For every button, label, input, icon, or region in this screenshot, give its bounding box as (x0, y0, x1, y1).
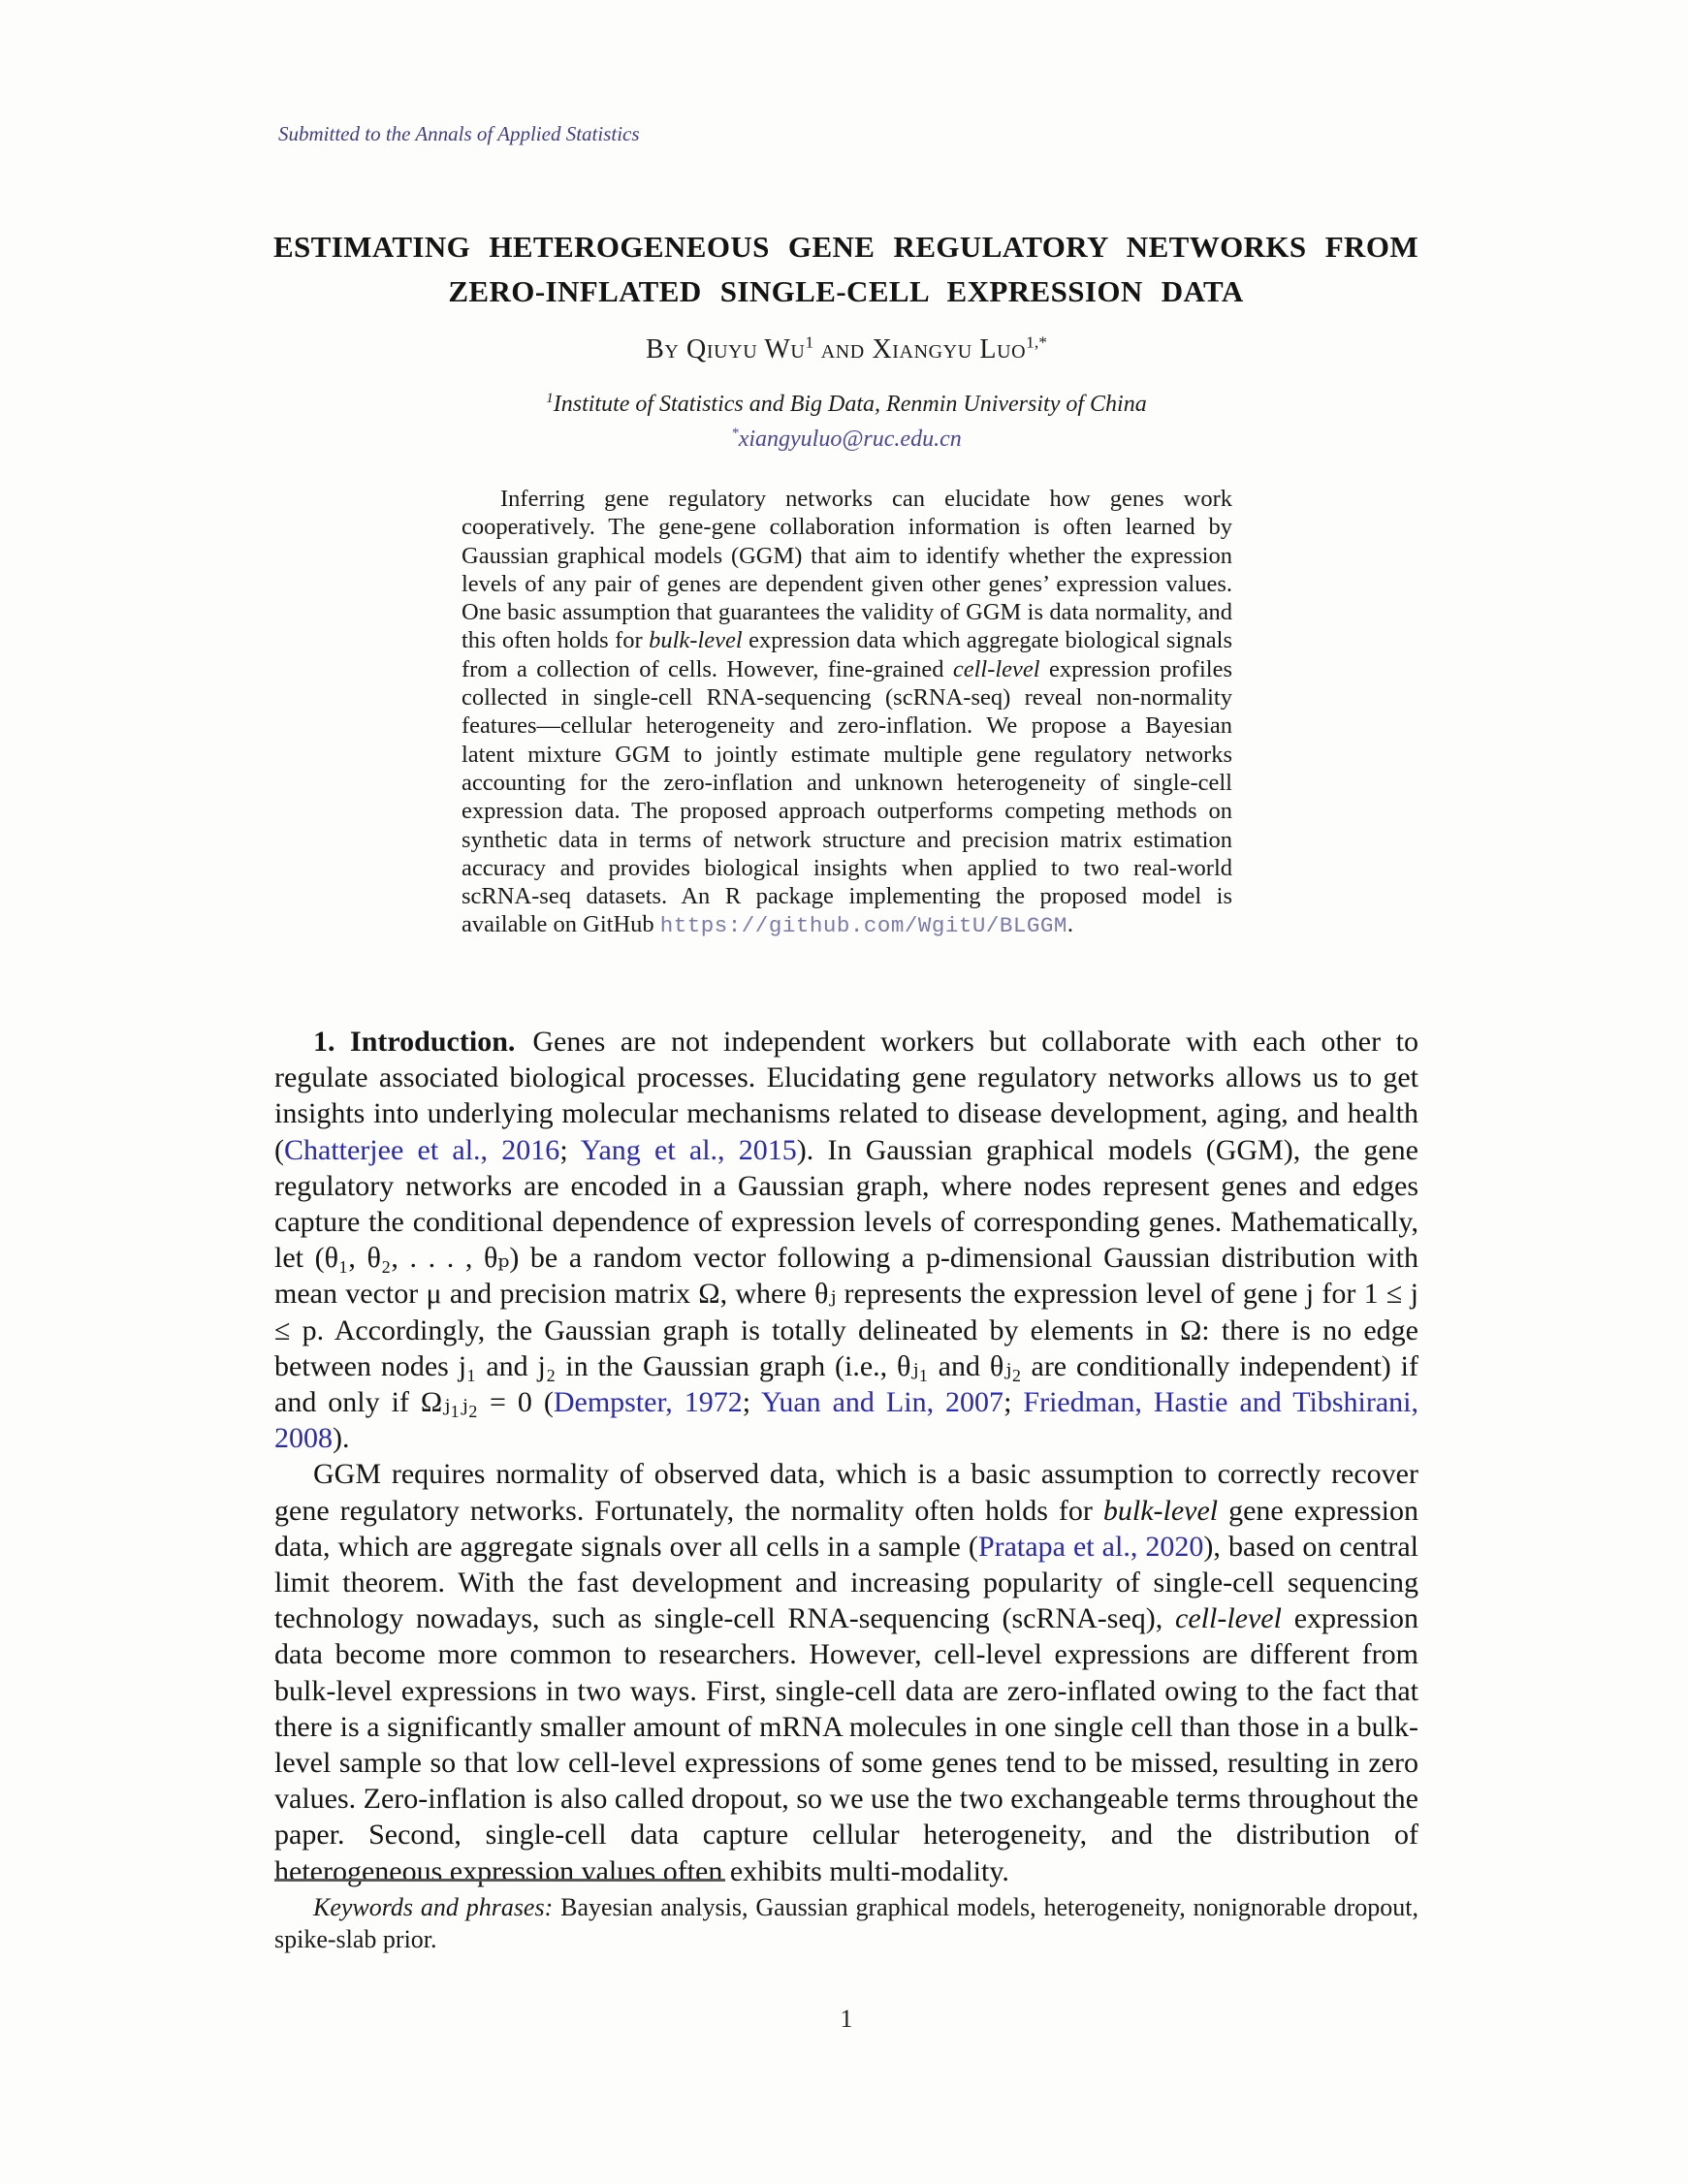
paragraph-1-text-1: Genes are not independent workers but collaborate with each other to regulate associated biological processes. Elucidating gene regulatory networks allows us to get insights into underlying molecular mechanisms related to disease development, aging, and health ( (274, 1026, 1419, 1166)
paragraph-2-emphasis-bulk-level: bulk-level (1102, 1494, 1219, 1527)
citation-friedman-hastie-tibshirani-2008[interactable]: Friedman, Hastie and Tibshirani, 2008 (274, 1386, 1418, 1455)
email-link[interactable]: xiangyuluo@ruc.edu.cn (738, 427, 962, 452)
footnote-block (274, 1879, 1418, 1955)
abstract-emphasis-bulk-level: bulk-level (649, 627, 743, 654)
citation-yuan-lin-2007[interactable]: Yuan and Lin, 2007 (760, 1386, 1004, 1419)
paragraph-2-text-1: GGM requires normality of observed data, which is a basic assumption to correctly recover gene regulatory networks. Fortunately, the normality often holds for (274, 1458, 1418, 1527)
github-link[interactable]: https://github.com/WgitU/BLGGM (659, 913, 1067, 939)
introduction-paragraph-1 (274, 1024, 1418, 1456)
citation-dempster-1972[interactable]: Dempster, 1972 (553, 1386, 743, 1419)
keywords-text: Bayesian analysis, Gaussian graphical models, heterogeneity, nonignorable dropout, spike-slab prior. (274, 1893, 1418, 1953)
citation-chatterjee-2016[interactable]: Chatterjee et al., 2016 (284, 1133, 560, 1166)
introduction-paragraph-2 (274, 1456, 1418, 1888)
abstract-text-4: . (1067, 911, 1073, 938)
paper-title-line-2: ZERO-INFLATED SINGLE-CELL EXPRESSION DATA (448, 274, 1244, 308)
keywords-label: Keywords and phrases: (313, 1893, 554, 1921)
affiliation-text: Institute of Statistics and Big Data, Renmin University of China (553, 392, 1147, 417)
author-2-name: Xiangyu Luo (872, 334, 1027, 364)
paragraph-1-text-2: ; (559, 1133, 581, 1166)
abstract-text-1: Inferring gene regulatory networks can elucidate how genes work cooperatively. The gene-gene collaboration information is often learned by Gaussian graphical models (GGM) that aim to identify whether the expression levels of any pair of genes are dependent given other genes’ expression values. One basic assumption that guarantees the validity of GGM is data normality, and this often holds for (462, 486, 1232, 654)
paper-title (262, 225, 1430, 314)
abstract-emphasis-cell-level: cell-level (952, 655, 1040, 682)
affiliation-line (274, 392, 1418, 418)
author-1-affiliation-mark: 1 (805, 332, 814, 352)
section-heading: 1. Introduction. (313, 1026, 516, 1058)
paragraph-1-text-6: ). (333, 1422, 350, 1455)
page-number: 1 (840, 2005, 853, 2033)
introduction-section (274, 1024, 1418, 1889)
paragraph-2-text-3: ), based on central limit theorem. With the fast development and increasing popularity of single-cell sequencing technology nowadays, such as single-cell RNA-sequencing (scRNA-seq), (274, 1530, 1418, 1635)
citation-yang-2015[interactable]: Yang et al., 2015 (580, 1133, 797, 1166)
paragraph-1-text-4: ; (742, 1386, 761, 1419)
author-1-name: Qiuyu Wu (686, 334, 806, 364)
byline (274, 334, 1418, 365)
footnote-rule (274, 1879, 725, 1882)
citation-pratapa-2020[interactable]: Pratapa et al., 2020 (977, 1530, 1204, 1563)
paper-title-line-1: ESTIMATING HETEROGENEOUS GENE REGULATORY NETWORKS FROM (272, 230, 1419, 264)
paragraph-2-text-2: gene expression data, which are aggregate signals over all cells in a sample ( (274, 1494, 1419, 1563)
abstract-text-2: expression data which aggregate biological signals from a collection of cells. However, fine-grained (462, 627, 1232, 682)
keywords-line (274, 1891, 1418, 1955)
email-mark: * (731, 426, 739, 441)
byline-by: By (646, 334, 687, 364)
email-line (274, 427, 1418, 453)
byline-and: and (813, 334, 873, 364)
abstract-text-3: expression profiles collected in single-cell RNA-sequencing (scRNA-seq) reveal non-normality features—cellular heterogeneity and zero-inflation. We propose a Bayesian latent mixture GGM to jointly estimate multiple gene regulatory networks accounting for the zero-inflation and unknown heterogeneity of single-cell expression data. The proposed approach outperforms competing methods on synthetic data in terms of network structure and precision matrix estimation accuracy and provides biological insights when applied to two real-world scRNA-seq datasets. An R package implementing the proposed model is available on GitHub (462, 655, 1232, 938)
submitted-note: Submitted to the Annals of Applied Statistics (278, 122, 640, 145)
paragraph-2-emphasis-cell-level: cell-level (1175, 1602, 1282, 1635)
abstract (462, 485, 1232, 941)
paragraph-2-text-4: expression data become more common to researchers. However, cell-level expressions are different from bulk-level expressions in two ways. First, single-cell data are zero-inflated owing to the fact that there is a significantly smaller amount of mRNA molecules in one single cell than those in a bulk-level sample so that low cell-level expressions of some genes tend to be missed, resulting in zero values. Zero-inflation is also called dropout, so we use the two exchangeable terms throughout the paper. Second, single-cell data capture cellular heterogeneity, and the distribution of heterogeneous expression values often exhibits multi-modality. (274, 1602, 1419, 1887)
author-2-affiliation-mark: 1,* (1026, 332, 1047, 352)
affiliation-mark: 1 (546, 391, 554, 406)
paragraph-1-text-5: ; (1003, 1386, 1024, 1419)
paragraph-1-text-3: ). In Gaussian graphical models (GGM), the gene regulatory networks are encoded in a Gaussian graph, where nodes represent genes and edges capture the conditional dependence of expression levels of corresponding genes. Mathematically, let (θ₁, θ₂, . . . , θₚ) be a random vector following a p-dimensional Gaussian distribution with mean vector μ and precision matrix Ω, where θⱼ represents the expression level of gene j for 1 ≤ j ≤ p. Accordingly, the Gaussian graph is totally delineated by elements in Ω: there is no edge between nodes j₁ and j₂ in the Gaussian graph (i.e., θⱼ₁ and θⱼ₂ are conditionally independent) if and only if Ωⱼ₁ⱼ₂ = 0 ( (274, 1133, 1418, 1419)
